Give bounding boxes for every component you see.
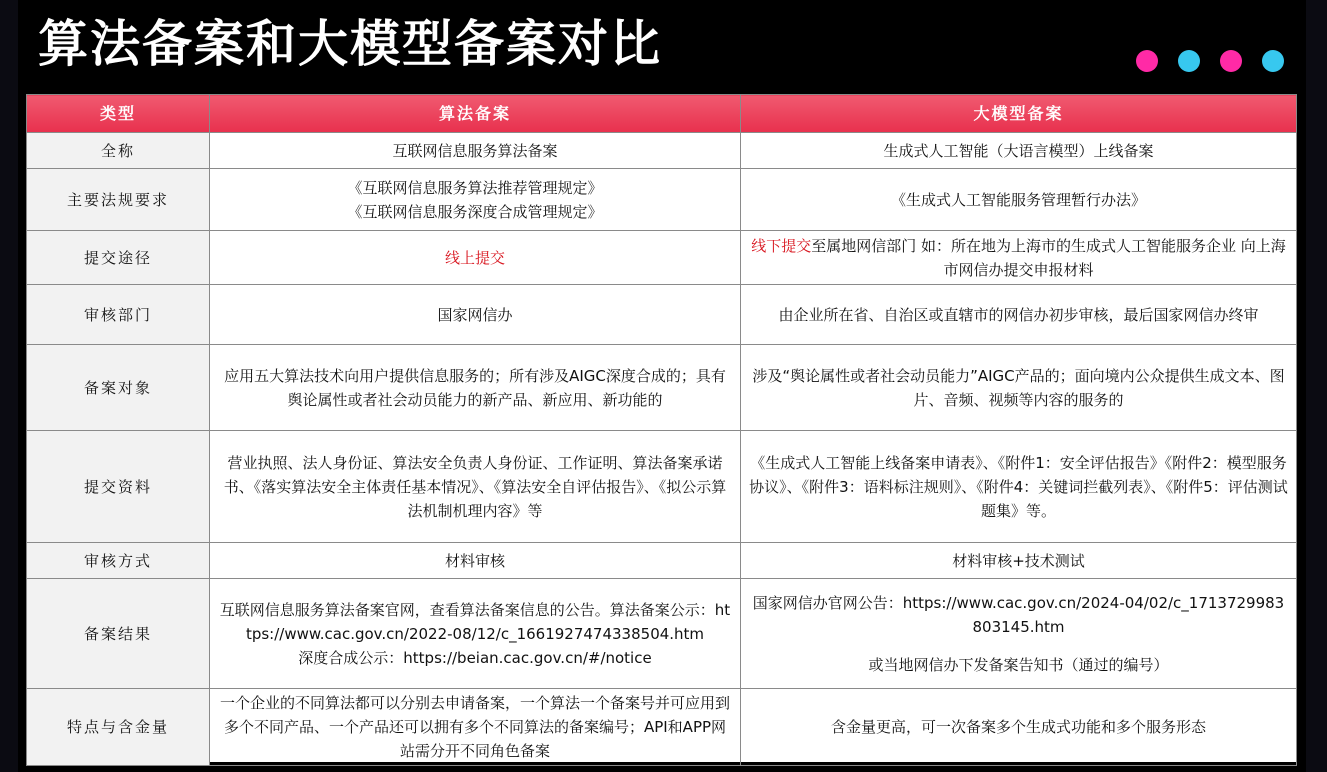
algo-cell: 国家网信办 [210, 285, 741, 345]
header-type: 类型 [27, 95, 210, 133]
submission-detail: 至属地网信部门 如：所在地为上海市的生成式人工智能服务企业 向上海市网信办提交申报材料 [811, 236, 1286, 279]
dot-pink-2 [1220, 50, 1242, 72]
llm-cell: 生成式人工智能（大语言模型）上线备案 [741, 133, 1297, 169]
page-title: 算法备案和大模型备案对比 [38, 15, 662, 73]
decorative-dots [1136, 50, 1284, 72]
row-review-dept [27, 285, 1297, 345]
row-full-name [27, 133, 1297, 169]
header-llm-filing: 大模型备案 [741, 95, 1297, 133]
llm-cell: 《生成式人工智能上线备案申请表》、《附件1：安全评估报告》《附件2：模型服务协议》、《附件3：语料标注规则》、《附件4：关键词拦截列表》、《附件5：评估测试题集》等。 [741, 431, 1297, 543]
row-target [27, 345, 1297, 431]
row-materials [27, 431, 1297, 543]
row-label: 主要法规要求 [27, 169, 210, 231]
algo-cell: 一个企业的不同算法都可以分别去申请备案，一个算法一个备案号并可应用到多个不同产品、一个产品还可以拥有多个不同算法的备案编号；API和APP网站需分开不同角色备案 [210, 689, 741, 766]
regulation-line: 《互联网信息服务深度合成管理规定》 [347, 202, 603, 221]
header-algorithm-filing: 算法备案 [210, 95, 741, 133]
row-label: 提交资料 [27, 431, 210, 543]
dot-cyan-1 [1178, 50, 1200, 72]
comparison-table-wrap [26, 94, 1296, 762]
llm-cell: 由企业所在省、自治区或直辖市的网信办初步审核，最后国家网信办终审 [741, 285, 1297, 345]
result-line: 国家网信办官网公告：https://www.cac.gov.cn/2024-04/02/c_1713729983803145.htm [752, 593, 1285, 636]
result-line: 互联网信息服务算法备案官网，查看算法备案信息的公告。算法备案公示：https://www.cac.gov.cn/2022-08/12/c_1661927474338504.htm [219, 600, 731, 643]
row-features [27, 689, 1297, 766]
algo-cell [210, 169, 741, 231]
algo-cell [210, 579, 741, 689]
llm-cell: 含金量更高，可一次备案多个生成式功能和多个服务形态 [741, 689, 1297, 766]
row-label: 备案结果 [27, 579, 210, 689]
row-label: 全称 [27, 133, 210, 169]
algo-cell: 互联网信息服务算法备案 [210, 133, 741, 169]
offline-highlight: 线下提交 [751, 236, 812, 255]
llm-cell: 材料审核+技术测试 [741, 543, 1297, 579]
row-regulations [27, 169, 1297, 231]
dot-pink-1 [1136, 50, 1158, 72]
row-label: 特点与含金量 [27, 689, 210, 766]
llm-cell [741, 579, 1297, 689]
result-line: 深度合成公示：https://beian.cac.gov.cn/#/notice [298, 648, 652, 667]
header-row [27, 95, 1297, 133]
regulation-line: 《互联网信息服务算法推荐管理规定》 [347, 178, 603, 197]
comparison-table [26, 94, 1297, 766]
row-label: 审核方式 [27, 543, 210, 579]
result-line: 或当地网信办下发备案告知书（通过的编号） [868, 655, 1169, 674]
algo-cell: 营业执照、法人身份证、算法安全负责人身份证、工作证明、算法备案承诺书、《落实算法安全主体责任基本情况》、《算法安全自评估报告》、《拟公示算法机制机理内容》等 [210, 431, 741, 543]
row-label: 审核部门 [27, 285, 210, 345]
dot-cyan-2 [1262, 50, 1284, 72]
algo-cell: 线上提交 [210, 231, 741, 285]
row-label: 提交途径 [27, 231, 210, 285]
row-result [27, 579, 1297, 689]
llm-cell: 涉及“舆论属性或者社会动员能力”AIGC产品的；面向境内公众提供生成文本、图片、音频、视频等内容的服务的 [741, 345, 1297, 431]
row-label: 备案对象 [27, 345, 210, 431]
row-submission [27, 231, 1297, 285]
algo-cell: 材料审核 [210, 543, 741, 579]
llm-cell: 《生成式人工智能服务管理暂行办法》 [741, 169, 1297, 231]
row-review-method [27, 543, 1297, 579]
llm-cell [741, 231, 1297, 285]
algo-cell: 应用五大算法技术向用户提供信息服务的；所有涉及AIGC深度合成的；具有舆论属性或者社会动员能力的新产品、新应用、新功能的 [210, 345, 741, 431]
